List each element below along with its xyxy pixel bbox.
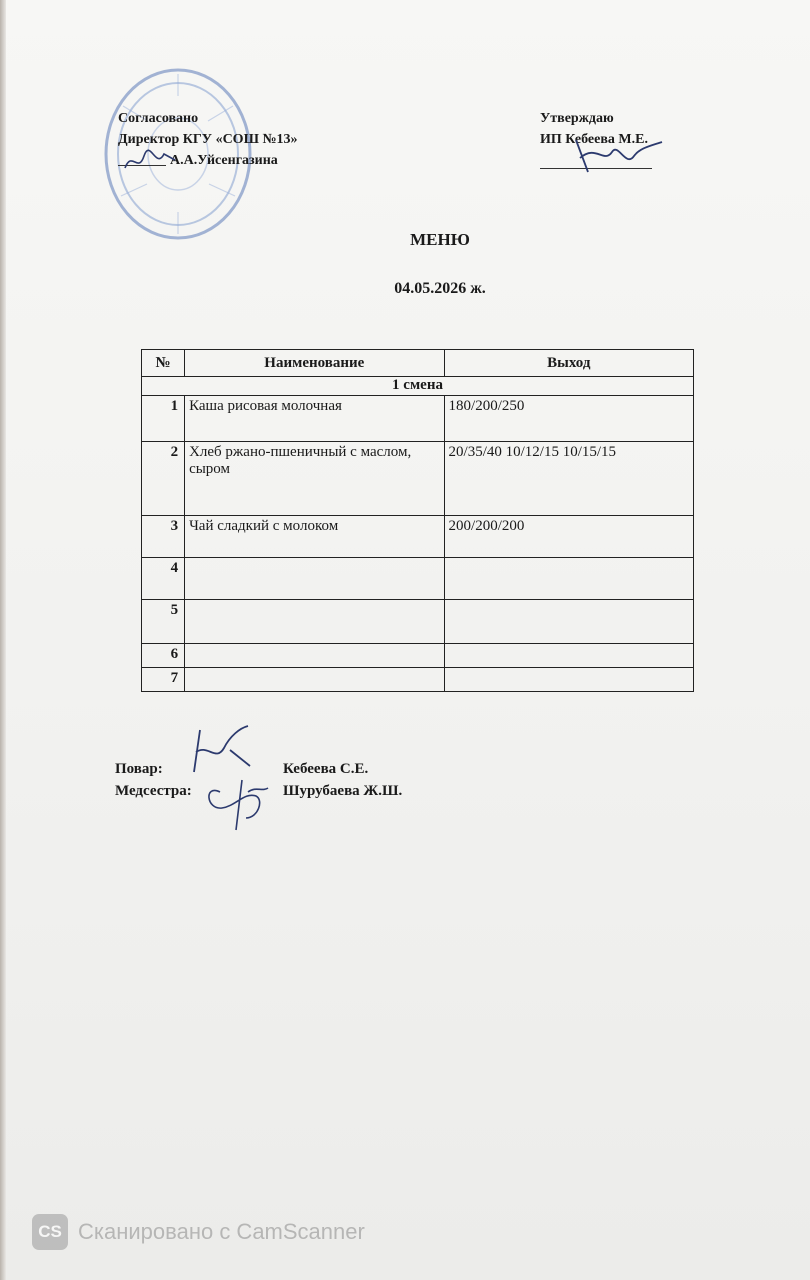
dish-name [185, 600, 444, 644]
dish-name: Хлеб ржано-пшеничный с маслом, сыром [185, 442, 444, 516]
row-number: 5 [142, 600, 185, 644]
nurse-signature-row [115, 780, 515, 802]
document-date: 04.05.2026 ж. [394, 280, 486, 297]
table-header-row [142, 350, 694, 377]
column-header-number: № [142, 350, 185, 377]
confirm-label: Утверждаю [540, 111, 614, 126]
table-row [142, 442, 694, 516]
director-name: А.А.Уйсенгазина [170, 153, 278, 168]
signatures-block [115, 758, 515, 802]
row-number: 1 [142, 396, 185, 442]
dish-output: 180/200/250 [444, 396, 693, 442]
dish-output: 20/35/40 10/12/15 10/15/15 [444, 442, 693, 516]
table-row [142, 516, 694, 558]
row-number: 3 [142, 516, 185, 558]
camscanner-logo-icon: CS [32, 1214, 68, 1250]
cook-name: Кебеева С.Е. [283, 761, 369, 777]
cook-role: Повар: [115, 761, 163, 777]
row-number: 7 [142, 668, 185, 692]
column-header-name: Наименование [185, 350, 444, 377]
dish-output: 200/200/200 [444, 516, 693, 558]
dish-output [444, 668, 693, 692]
dish-output [444, 644, 693, 668]
cook-signature-row [115, 758, 515, 780]
row-number: 4 [142, 558, 185, 600]
dish-name: Чай сладкий с молоком [185, 516, 444, 558]
entrepreneur-name: ИП Кебеева М.Е. [540, 132, 648, 147]
approved-label: Согласовано [118, 111, 199, 126]
dish-name [185, 558, 444, 600]
table-row [142, 668, 694, 692]
table-row [142, 558, 694, 600]
menu-table [141, 349, 694, 692]
dish-name [185, 668, 444, 692]
director-signature-icon [120, 140, 180, 180]
shift-row [142, 377, 694, 396]
director-title: Директор КГУ «СОШ №13» [118, 132, 298, 147]
dish-name: Каша рисовая молочная [185, 396, 444, 442]
camscanner-watermark [32, 1214, 365, 1250]
entrepreneur-signature-icon [566, 134, 666, 178]
document-title: МЕНЮ [410, 230, 470, 249]
nurse-name: Шурубаева Ж.Ш. [283, 783, 403, 799]
shift-label: 1 смена [142, 377, 694, 396]
table-row [142, 600, 694, 644]
table-row [142, 396, 694, 442]
nurse-role: Медсестра: [115, 783, 192, 799]
row-number: 2 [142, 442, 185, 516]
table-row [142, 644, 694, 668]
watermark-text: Сканировано с CamScanner [78, 1219, 365, 1244]
row-number: 6 [142, 644, 185, 668]
dish-name [185, 644, 444, 668]
dish-output [444, 600, 693, 644]
scan-edge [0, 0, 6, 1280]
dish-output [444, 558, 693, 600]
column-header-output: Выход [444, 350, 693, 377]
